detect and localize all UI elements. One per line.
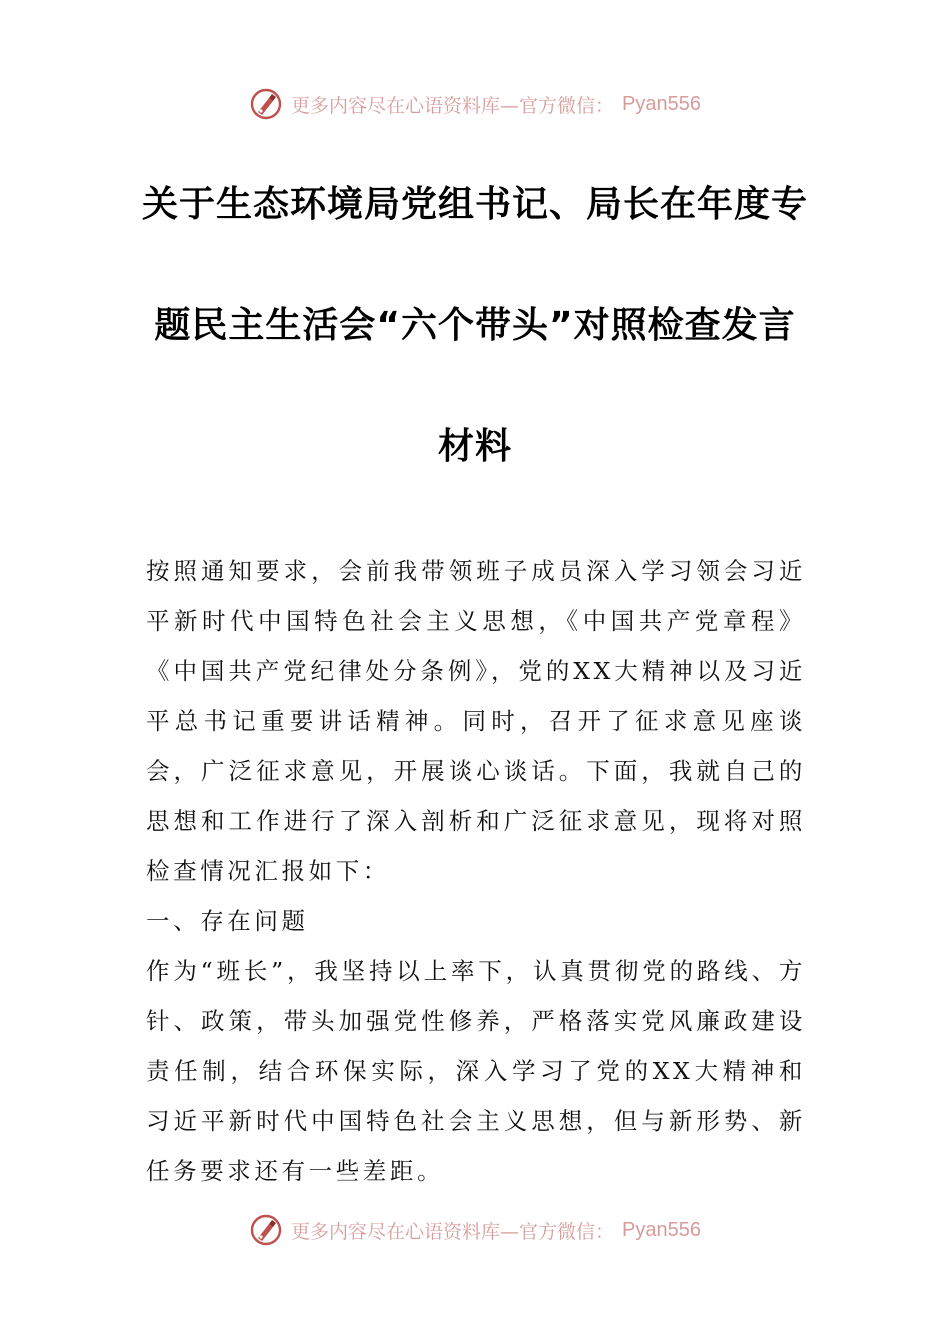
document-body xyxy=(146,546,806,1196)
footer-watermark xyxy=(0,1210,950,1250)
document-title-line-3: 材料 xyxy=(437,426,512,467)
watermark-text: 更多内容尽在心语资料库—官方微信： xyxy=(291,1220,615,1243)
section-heading-problems: 一、存在问题 xyxy=(146,907,309,935)
pen-nib-icon xyxy=(249,1213,283,1247)
document-title-line-1: 关于生态环境局党组书记、局长在年度专 xyxy=(141,184,808,225)
watermark-wechat-id: Pyan556 xyxy=(622,92,701,115)
pen-nib-icon xyxy=(249,87,283,121)
paragraph-problems: 作为“班长”，我坚持以上率下，认真贯彻党的路线、方针、政策，带头加强党性修养，严格落实党风廉政建设责任制，结合环保实际，深入学习了党的XX大精神和习近平新时代中国特色社会主义思想，但与新形势、新任务要求还有一些差距。 xyxy=(146,957,806,1185)
paragraph-intro: 按照通知要求，会前我带领班子成员深入学习领会习近平新时代中国特色社会主义思想，《中国共产党章程》《中国共产党纪律处分条例》，党的XX大精神以及习近平总书记重要讲话精神。同时，召开了征求意见座谈会，广泛征求意见，开展谈心谈话。下面，我就自己的思想和工作进行了深入剖析和广泛征求意见，现将对照检查情况汇报如下： xyxy=(146,557,806,885)
document-title-line-2: 题民主生活会“六个带头”对照检查发言 xyxy=(154,305,796,346)
watermark-text: 更多内容尽在心语资料库—官方微信： xyxy=(291,94,615,117)
header-watermark xyxy=(0,84,950,124)
watermark-wechat-id: Pyan556 xyxy=(622,1218,701,1241)
